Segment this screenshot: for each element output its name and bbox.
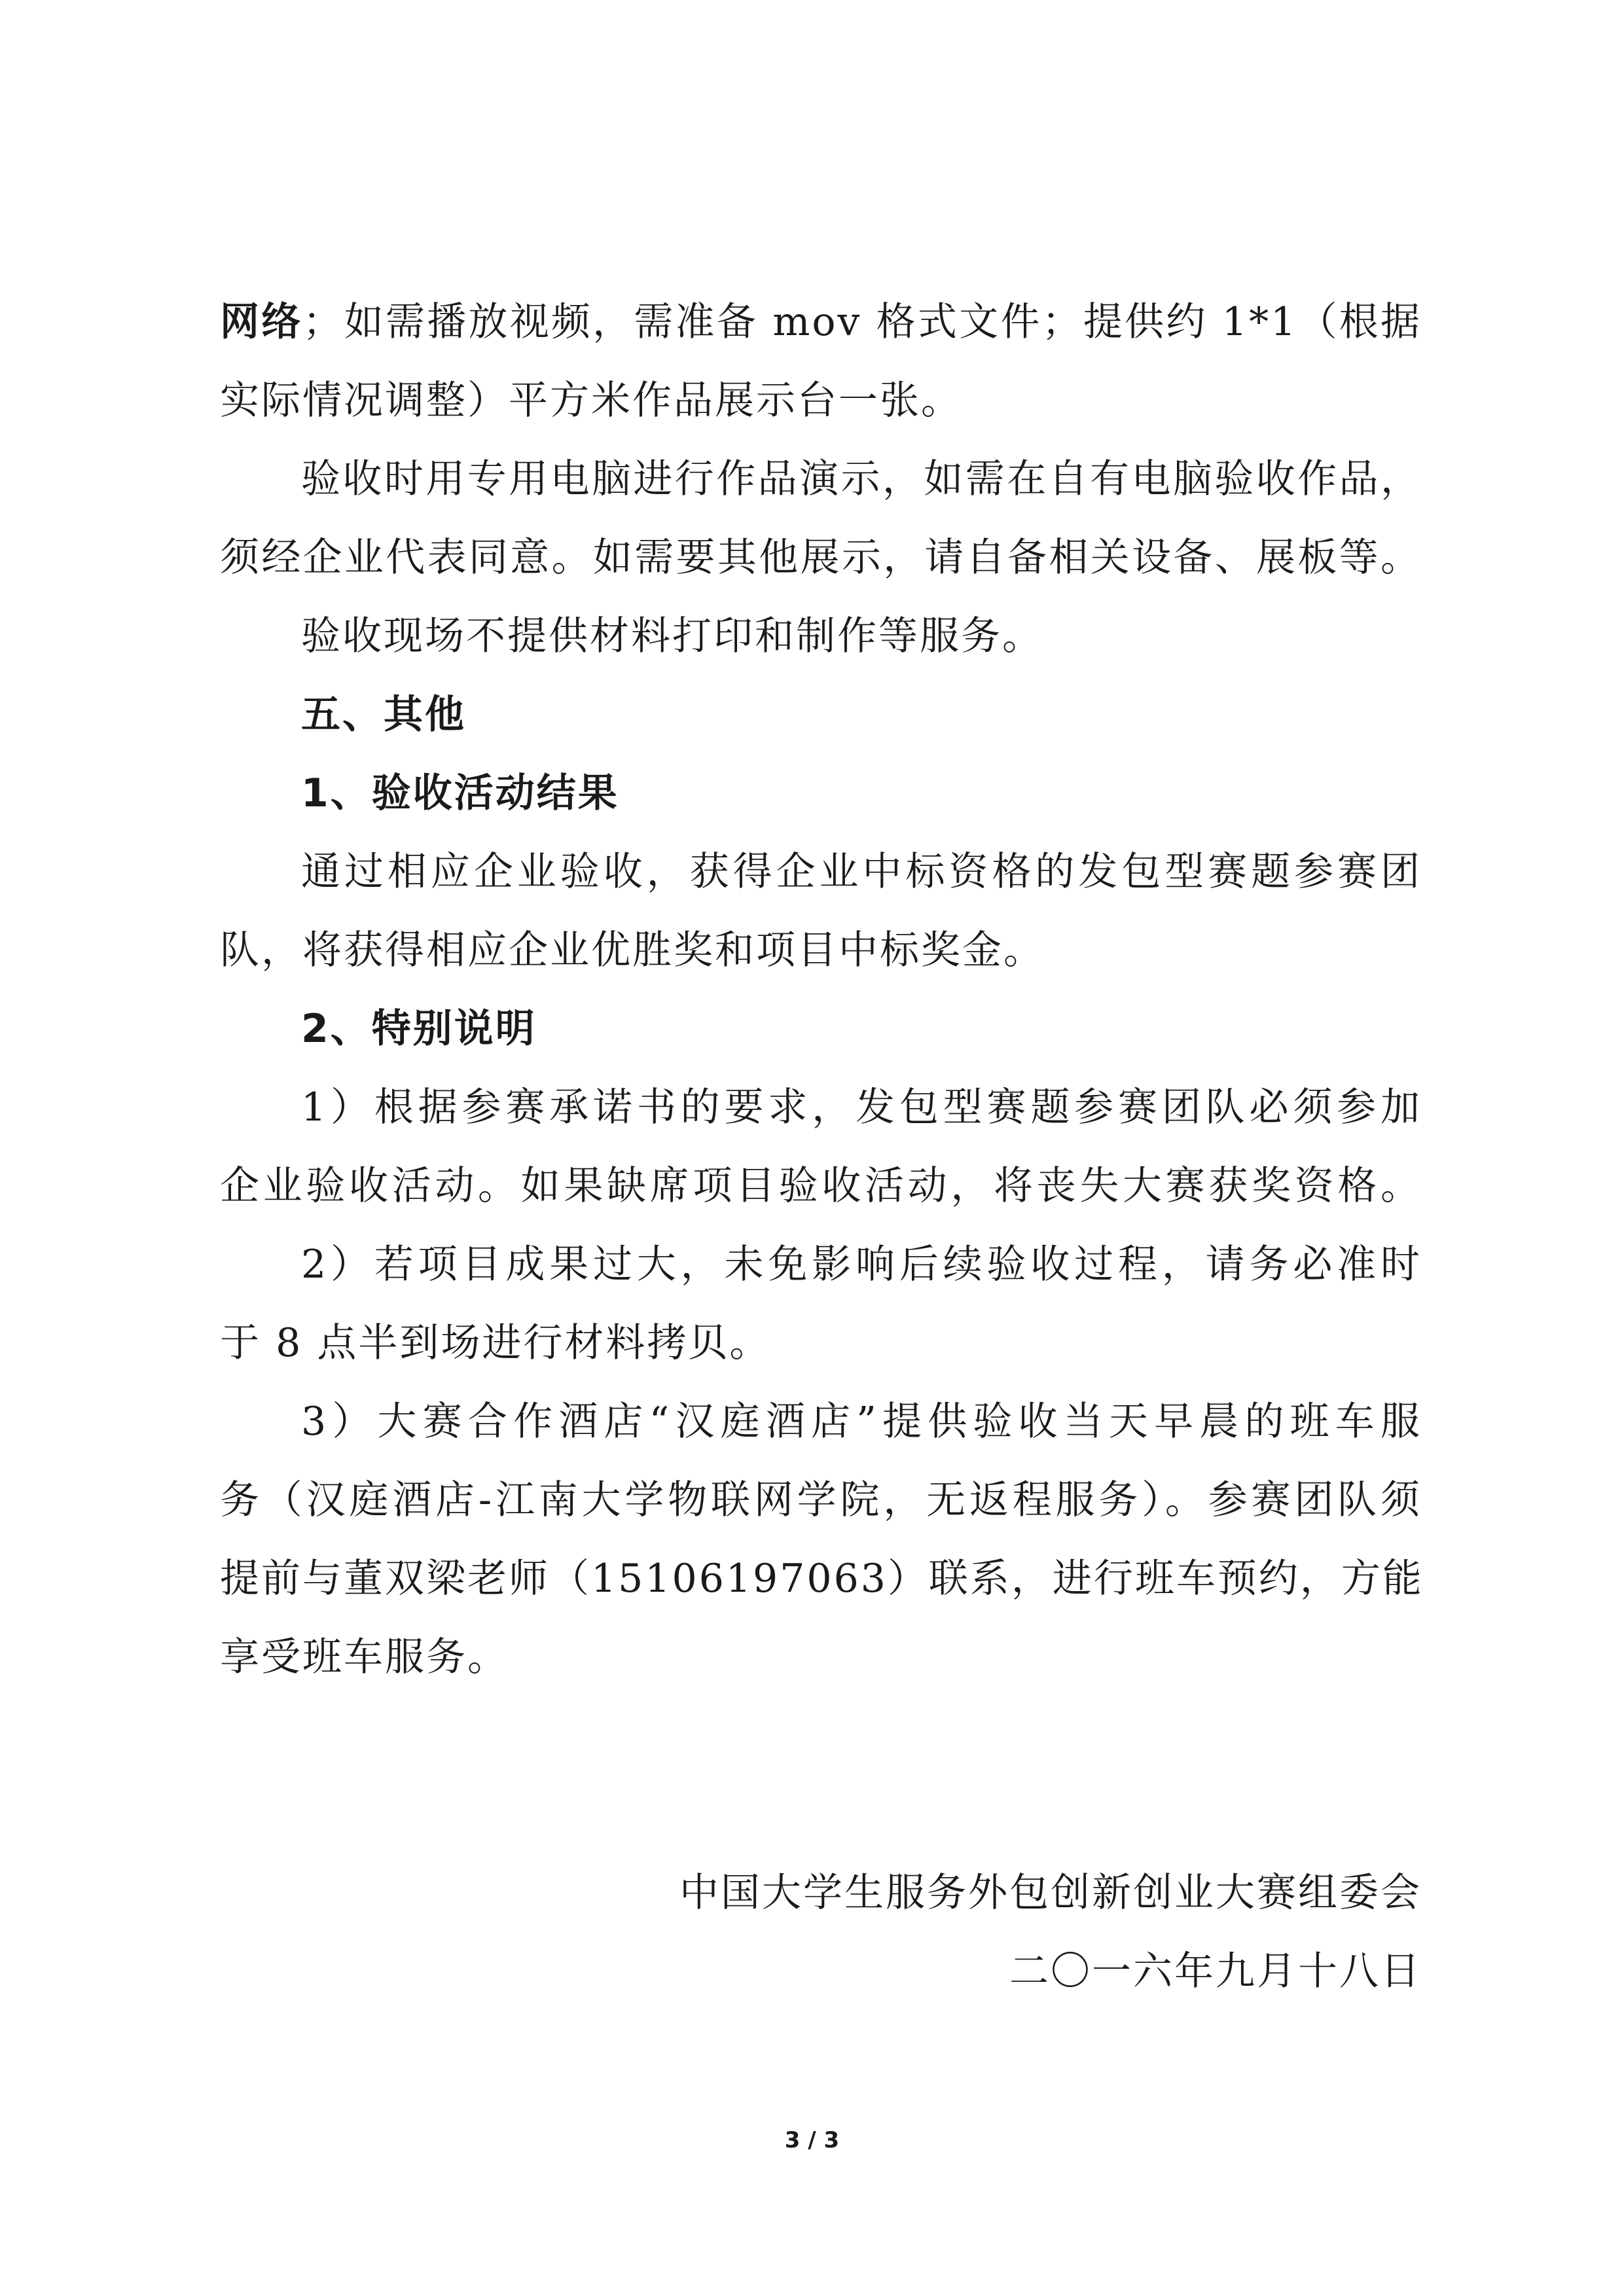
paragraph-line <box>220 296 1422 348</box>
paragraph-line: 实际情况调整）平方米作品展示台一张。 <box>220 378 962 423</box>
paragraph-line: 3）大赛合作酒店“汉庭酒店”提供验收当天早晨的班车服 <box>301 1399 1422 1444</box>
bold-lead-text: 网络 <box>220 299 303 345</box>
paragraph-line: 验收现场不提供材料打印和制作等服务。 <box>301 613 1043 659</box>
paragraph-line: 验收时用专用电脑进行作品演示，如需在自有电脑验收作品， <box>301 456 1422 502</box>
paragraph-line: 提前与董双梁老师（15106197063）联系，进行班车预约，方能 <box>220 1556 1424 1602</box>
paragraph-line: 通过相应企业验收，获得企业中标资格的发包型赛题参赛团 <box>301 849 1422 895</box>
subsection-heading: 1、验收活动结果 <box>301 770 619 816</box>
signature-date: 二〇一六年九月十八日 <box>1009 1948 1422 1994</box>
paragraph-line: 队，将获得相应企业优胜奖和项目中标奖金。 <box>220 927 1045 973</box>
subsection-heading: 2、特别说明 <box>301 1006 537 1052</box>
paragraph-text: ；如需播放视频，需准备 mov 格式文件；提供约 1*1（根据 <box>302 299 1422 345</box>
paragraph-line: 于 8 点半到场进行材料拷贝。 <box>220 1320 771 1366</box>
section-heading: 五、其他 <box>301 692 466 738</box>
paragraph-line: 须经企业代表同意。如需要其他展示，请自备相关设备、展板等。 <box>220 535 1422 581</box>
paragraph-line: 务（汉庭酒店-江南大学物联网学院，无返程服务）。参赛团队须 <box>220 1477 1422 1523</box>
paragraph-line: 2）若项目成果过大，未免影响后续验收过程，请务必准时 <box>301 1242 1422 1287</box>
signature-organization: 中国大学生服务外包创新创业大赛组委会 <box>679 1870 1422 1916</box>
page-number: 3 / 3 <box>784 2127 840 2153</box>
paragraph-line: 1）根据参赛承诺书的要求，发包型赛题参赛团队必须参加 <box>301 1085 1422 1130</box>
paragraph-line: 享受班车服务。 <box>220 1634 509 1680</box>
paragraph-line: 企业验收活动。如果缺席项目验收活动，将丧失大赛获奖资格。 <box>220 1163 1422 1209</box>
